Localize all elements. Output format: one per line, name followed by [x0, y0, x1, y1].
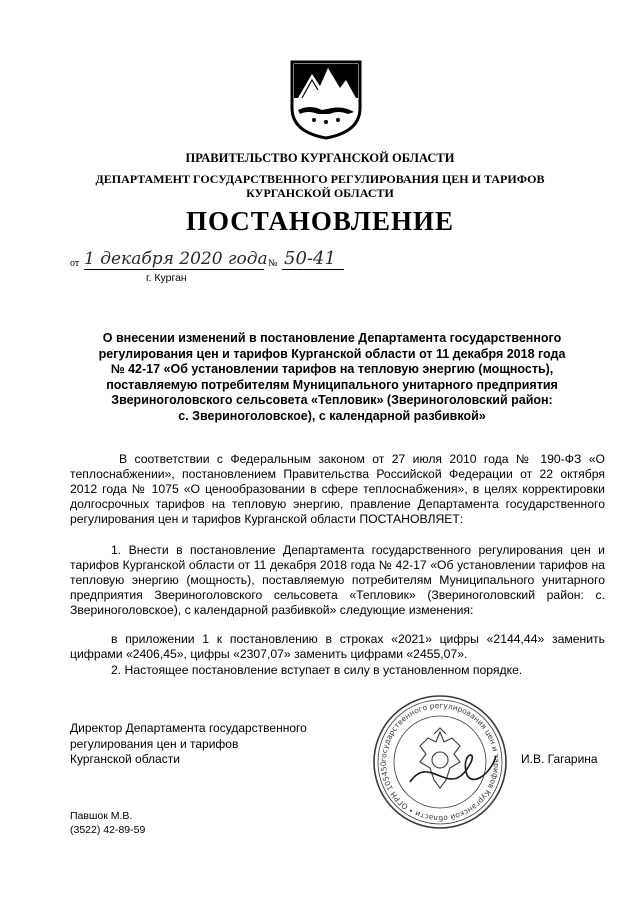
date-prefix: от	[70, 258, 80, 269]
item-1-subparagraph: в приложении 1 к постановлению в строках «2021» цифры «2144,44» заменить цифрами «2406,45», цифры «2307,07» заменить цифрами «2455,07».	[70, 632, 605, 661]
city-name: г. Курган	[146, 272, 187, 284]
document-type-title: ПОСТАНОВЛЕНИЕ	[185, 206, 455, 236]
title-line-6: с. Звериноголовское), с календарной разбивкой»	[178, 408, 486, 423]
number-prefix: №	[268, 258, 278, 269]
number-underline	[282, 269, 344, 270]
position-line-1: Директор Департамента государственного	[70, 721, 307, 735]
executor-contact	[70, 809, 145, 837]
position-line-3: Курганской области	[70, 752, 180, 766]
resolution-title	[70, 331, 594, 424]
department-name-line1: ДЕПАРТАМЕНТ ГОСУДАРСТВЕННОГО РЕГУЛИРОВАНИЯ ЦЕН И ТАРИФОВ	[95, 172, 545, 186]
department-name-line2: КУРГАНСКОЙ ОБЛАСТИ	[246, 186, 394, 200]
date-underline	[84, 269, 264, 270]
position-line-2: регулирования цен и тарифов	[70, 736, 239, 751]
executor-name: Павшок М.В.	[70, 810, 133, 822]
title-line-1: О внесении изменений в постановление Департамента государственного	[102, 331, 562, 345]
number-handwritten: 50-41	[284, 248, 336, 269]
government-name: ПРАВИТЕЛЬСТВО КУРГАНСКОЙ ОБЛАСТИ	[185, 151, 455, 165]
item-2-paragraph: 2. Настоящее постановление вступает в силу в установленном порядке.	[111, 663, 523, 677]
title-line-5: Звериноголовского сельсовета «Тепловик» (Звериноголовский район:	[111, 393, 553, 407]
date-number-line	[70, 248, 370, 280]
date-handwritten: 1 декабря 2020 года	[84, 249, 268, 269]
preamble-paragraph: В соответствии с Федеральным законом от 27 июля 2010 года № 190-ФЗ «О теплоснабжении», постановлением Правительства Российской Федерации от 22 октября 2012 года № 1075 «О ценообразовании в сфере теплоснабжения», в целях корректировки долгосрочных тарифов на тепловую энергию, правление Департамента государственного регулирования цен и тарифов Курганской области ПОСТАНОВЛЯЕТ:	[70, 452, 605, 526]
item-1-paragraph: 1. Внести в постановление Департамента государственного регулирования цен и тарифов Курганской области от 11 декабря 2018 года № 42-17 «Об установлении тарифов на тепловую энергию (мощность), поставляемую потребителям Муниципального унитарного предприятия Звериноголовского сельсовета «Тепловик» (Звериноголовский район: с. Звериноголовское), с календарной разбивкой» следующие изменения:	[70, 543, 605, 617]
official-stamp	[370, 692, 510, 832]
title-line-3: № 42-17 «Об установлении тарифов на тепловую энергию (мощность),	[110, 362, 554, 376]
title-line-4: поставляемую потребителям Муниципального унитарного предприятия	[106, 377, 558, 392]
executor-phone: (3522) 42-89-59	[70, 824, 146, 836]
svg-text:государственного регулирования	[370, 692, 501, 823]
coat-of-arms-emblem	[288, 58, 364, 140]
signatory-position	[70, 721, 307, 768]
stamp-ring-text: государственного регулирования цен и тарифов Курганской области • ОГРН 105450	[378, 700, 502, 824]
signatory-name: И.В. Гагарина	[521, 752, 598, 766]
title-line-2: регулирования цен и тарифов Курганской области от 11 декабря 2018 года	[98, 346, 566, 361]
